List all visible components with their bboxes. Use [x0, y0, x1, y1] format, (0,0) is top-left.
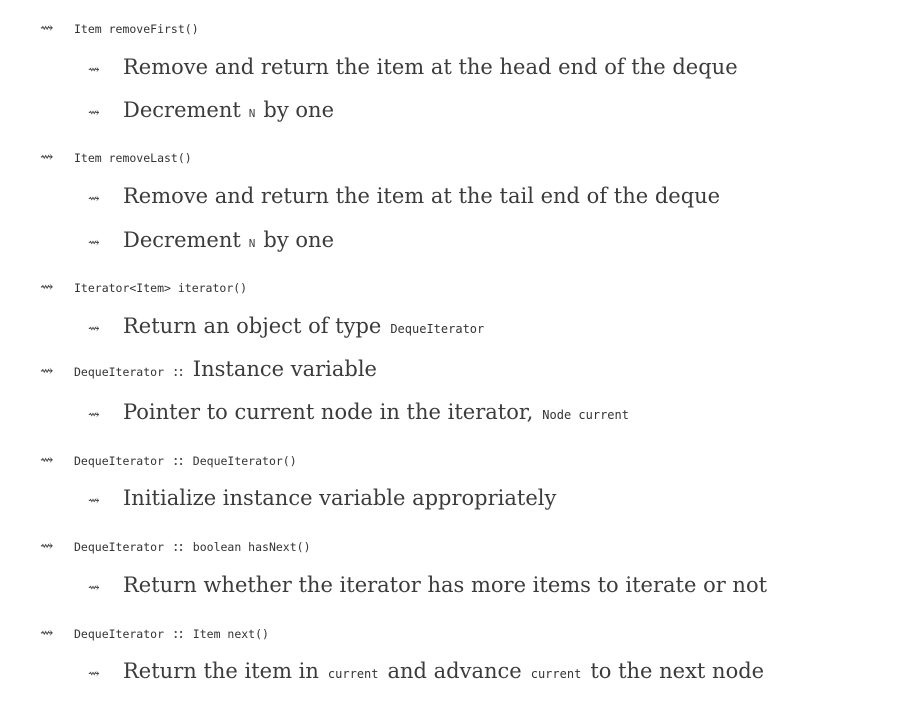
list-item	[88, 573, 767, 597]
description-text: Remove and return the item at the tail end of the deque	[123, 184, 721, 208]
squiggle-arrow-icon: ⇝	[40, 277, 54, 296]
next-heading	[40, 623, 269, 642]
squiggle-arrow-icon: ⇝	[40, 361, 54, 380]
description-text: by one	[263, 228, 334, 252]
scope-separator: ::	[173, 623, 184, 642]
description-text: Decrement	[123, 228, 241, 252]
description-text: Decrement	[123, 98, 241, 122]
squiggle-arrow-icon: ⇝	[88, 235, 100, 251]
list-item	[88, 184, 720, 208]
squiggle-arrow-icon: ⇝	[88, 493, 100, 509]
list-item	[88, 98, 334, 122]
squiggle-arrow-icon: ⇝	[40, 18, 54, 37]
variable-n: N	[248, 237, 256, 250]
description-text: Initialize instance variable appropriately	[123, 486, 557, 510]
method-signature: Item removeFirst()	[74, 22, 199, 36]
list-item	[88, 659, 764, 683]
list-item	[88, 55, 738, 79]
scope-separator: ::	[173, 361, 184, 380]
class-name: DequeIterator	[74, 540, 165, 554]
method-signature: Item removeLast()	[74, 151, 192, 165]
method-signature: DequeIterator()	[192, 454, 297, 468]
scope-separator: ::	[173, 536, 184, 555]
description-text: to the next node	[590, 659, 765, 683]
heading-text: Instance variable	[192, 357, 377, 381]
instance-variable-heading	[40, 357, 377, 381]
variable-n: N	[248, 107, 256, 120]
inline-code: DequeIterator	[390, 322, 485, 336]
description-text: Return whether the iterator has more items to iterate or not	[123, 573, 768, 597]
list-item	[88, 314, 484, 338]
description-text: by one	[263, 98, 334, 122]
description-text: Pointer to current node in the iterator,	[123, 400, 534, 424]
squiggle-arrow-icon: ⇝	[40, 536, 54, 555]
list-item	[88, 486, 556, 510]
squiggle-arrow-icon: ⇝	[88, 105, 100, 121]
squiggle-arrow-icon: ⇝	[40, 147, 54, 166]
description-text: Return an object of type	[123, 314, 382, 338]
class-name: DequeIterator	[74, 454, 165, 468]
description-text: Remove and return the item at the head end of the deque	[123, 55, 738, 79]
constructor-heading	[40, 450, 297, 469]
hasnext-heading	[40, 536, 311, 555]
list-item	[88, 400, 629, 424]
squiggle-arrow-icon: ⇝	[88, 580, 100, 596]
squiggle-arrow-icon: ⇝	[88, 191, 100, 207]
list-item	[88, 228, 334, 252]
squiggle-arrow-icon: ⇝	[88, 407, 100, 423]
squiggle-arrow-icon: ⇝	[40, 623, 54, 642]
method-signature: Iterator<Item> iterator()	[74, 281, 248, 295]
description-text: Return the item in	[123, 659, 319, 683]
squiggle-arrow-icon: ⇝	[88, 666, 100, 682]
squiggle-arrow-icon: ⇝	[88, 321, 100, 337]
inline-code: Node current	[542, 408, 629, 422]
method-signature: Item next()	[192, 627, 269, 641]
class-name: DequeIterator	[74, 365, 165, 379]
method-signature: boolean hasNext()	[192, 540, 311, 554]
method-removelast-heading	[40, 147, 192, 166]
class-name: DequeIterator	[74, 627, 165, 641]
scope-separator: ::	[173, 450, 184, 469]
method-removefirst-heading	[40, 18, 199, 37]
squiggle-arrow-icon: ⇝	[88, 62, 100, 78]
inline-code: current	[327, 667, 379, 681]
description-text: and advance	[387, 659, 522, 683]
inline-code: current	[530, 667, 582, 681]
method-iterator-heading	[40, 277, 247, 296]
squiggle-arrow-icon: ⇝	[40, 450, 54, 469]
